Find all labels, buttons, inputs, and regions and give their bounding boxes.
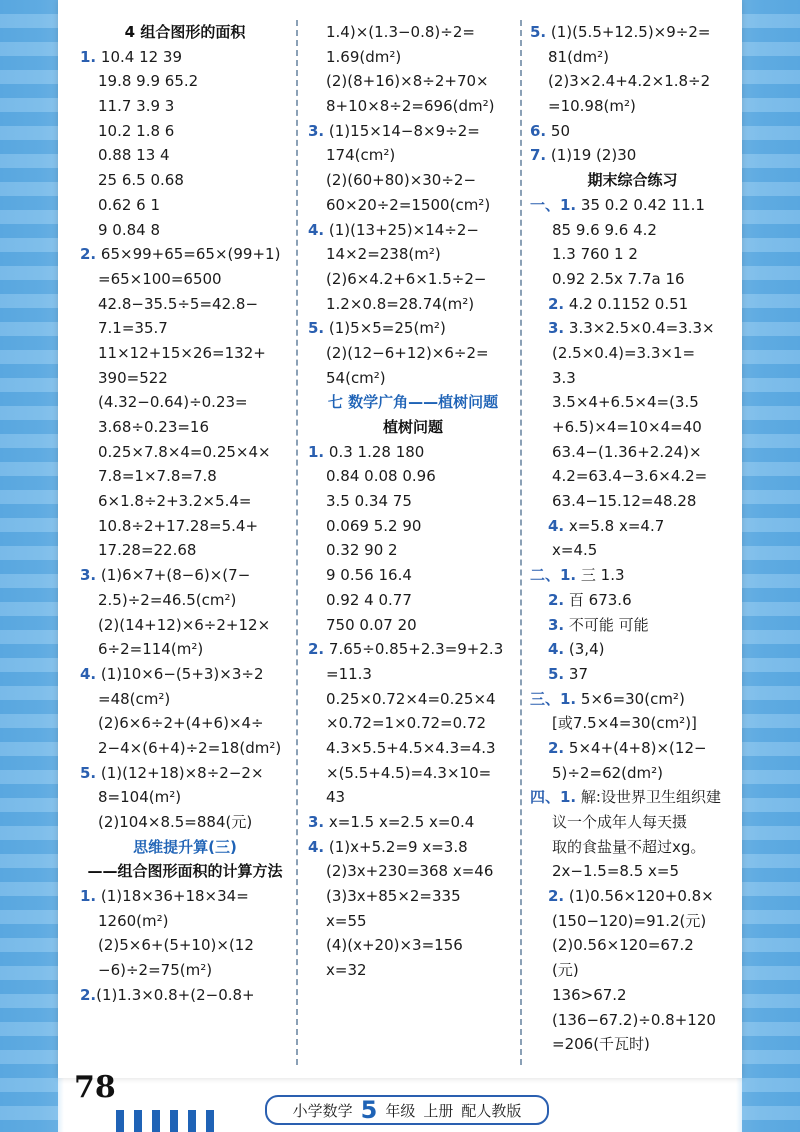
answer-text: 10.8÷2+17.28=5.4+	[98, 516, 259, 535]
answer-text: 议一个成年人每天摄	[552, 813, 688, 831]
answer-text: (4.32−0.64)÷0.23=	[98, 393, 248, 412]
answer-line	[308, 489, 518, 514]
question-number: 7.	[530, 146, 547, 165]
answer-line	[308, 538, 518, 563]
answer-line	[530, 20, 735, 45]
answer-text: (150−120)=91.2(元)	[552, 911, 707, 930]
answer-text: 85 9.6 9.6 4.2	[552, 220, 657, 239]
answer-line	[530, 514, 735, 539]
answer-line	[308, 69, 518, 94]
question-number: 6.	[530, 121, 547, 140]
answer-text: (1)(13+25)×14÷2−	[324, 220, 479, 239]
question-number: 1.	[308, 442, 325, 461]
answer-line	[530, 933, 735, 958]
answer-line	[530, 637, 735, 662]
answer-line	[80, 933, 290, 958]
answer-text: (1)0.56×120+0.8×	[564, 887, 714, 906]
answer-text: (1)10×6−(5+3)×3÷2	[96, 664, 264, 683]
answer-line	[530, 563, 735, 588]
question-number: 一、1.	[530, 195, 577, 214]
answer-text: (1)15×14−8×9÷2=	[324, 121, 480, 140]
answer-text: (1)5×5=25(m²)	[324, 319, 446, 338]
answer-line	[80, 292, 290, 317]
answer-text: 63.4−15.12=48.28	[552, 492, 697, 511]
answer-text: (3,4)	[564, 640, 605, 659]
answer-line	[530, 341, 735, 366]
footer-edition: 配人教版	[461, 1101, 522, 1120]
answer-line	[308, 761, 518, 786]
answer-text: 81(dm²)	[548, 47, 609, 66]
page-number: 78	[74, 1070, 116, 1105]
answer-line	[308, 662, 518, 687]
answer-text: 136>67.2	[552, 985, 627, 1004]
answer-line	[80, 316, 290, 341]
answer-text: ×(5.5+4.5)=4.3×10=	[326, 763, 492, 782]
answer-text: 4.2=63.4−3.6×4.2=	[552, 467, 708, 486]
answer-line	[530, 687, 735, 712]
section-title	[308, 415, 518, 440]
answer-text: 42.8−35.5÷5=42.8−	[98, 294, 259, 313]
answer-line	[308, 119, 518, 144]
answer-line	[308, 292, 518, 317]
answer-line	[80, 218, 290, 243]
answer-text: (2)(14+12)×6÷2+12×	[98, 615, 271, 634]
answer-text: (1)(12+18)×8÷2−2×	[96, 763, 264, 782]
answer-line	[308, 859, 518, 884]
answer-text: (2)3×2.4+4.2×1.8÷2	[548, 72, 711, 91]
answer-text: 8+10×8÷2=696(dm²)	[326, 97, 495, 116]
question-number: 2.	[548, 590, 565, 609]
answer-text: 9 0.84 8	[98, 220, 161, 239]
answer-text: =10.98(m²)	[548, 97, 636, 116]
section-title	[308, 390, 518, 415]
answer-text: 63.4−(1.36+2.24)×	[552, 442, 702, 461]
answer-text: x=32	[326, 961, 367, 980]
answer-text: (1)1.3×0.8+(2−0.8+	[96, 985, 255, 1004]
answer-line	[308, 242, 518, 267]
answer-column-2	[308, 20, 518, 983]
answer-text: =65×100=6500	[98, 269, 222, 288]
answer-line	[80, 810, 290, 835]
answer-text: 0.3 1.28 180	[324, 442, 425, 461]
footer-subject: 小学数学	[292, 1101, 353, 1120]
answer-text: 9 0.56 16.4	[326, 566, 412, 585]
answer-line	[530, 538, 735, 563]
answer-text: (1)(5.5+12.5)×9÷2=	[546, 23, 711, 41]
answer-text: 10.2 1.8 6	[98, 121, 175, 140]
answer-text: 11×12+15×26=132+	[98, 343, 266, 362]
answer-text: 0.25×0.72×4=0.25×4	[326, 689, 496, 708]
answer-text: 7.8=1×7.8=7.8	[98, 467, 217, 486]
answer-text: 2x−1.5=8.5 x=5	[552, 862, 680, 881]
answer-line	[80, 267, 290, 292]
answer-text: (2)6×4.2+6×1.5÷2−	[326, 269, 487, 288]
answer-line	[530, 94, 735, 119]
answer-text: 7.65÷0.85+2.3=9+2.3	[324, 640, 504, 659]
section-title	[530, 168, 735, 193]
answer-text: x=55	[326, 911, 367, 930]
question-number: 5.	[548, 664, 565, 683]
answer-text: 3.68÷0.23=16	[98, 418, 210, 436]
answer-line	[308, 94, 518, 119]
answer-text: 0.62 6 1	[98, 195, 161, 214]
answer-line	[80, 242, 290, 267]
question-number: 4.	[308, 220, 325, 239]
answer-line	[530, 218, 735, 243]
answer-text: 43	[326, 788, 346, 807]
book-footer	[265, 1095, 549, 1125]
answer-column-1	[80, 20, 290, 1008]
question-number: 4.	[308, 837, 325, 856]
answer-line	[530, 736, 735, 761]
question-number: 5.	[530, 23, 547, 41]
question-number: 二、1.	[530, 566, 577, 585]
answer-line	[308, 958, 518, 983]
answer-line	[530, 366, 735, 391]
answer-text: ×0.72=1×0.72=0.72	[326, 714, 487, 733]
answer-text: 35 0.2 0.42 11.1	[576, 195, 705, 214]
answer-line	[80, 45, 290, 70]
answer-text: 3.5 0.34 75	[326, 492, 412, 511]
answer-text: 1.2×0.8=28.74(m²)	[326, 294, 475, 313]
answer-line	[80, 538, 290, 563]
answer-line	[530, 193, 735, 218]
answer-line	[308, 316, 518, 341]
answer-line	[308, 45, 518, 70]
answer-line	[530, 267, 735, 292]
answer-line	[308, 884, 518, 909]
answer-text: (4)(x+20)×3=156	[326, 936, 463, 955]
answer-line	[80, 983, 290, 1008]
answer-text: 65×99+65=65×(99+1)	[96, 245, 281, 264]
question-number: 2.	[548, 294, 565, 313]
answer-text: (1)x+5.2=9 x=3.8	[324, 837, 468, 856]
answer-line	[530, 440, 735, 465]
answer-line	[80, 761, 290, 786]
answer-text: 取的食盐量不超过xg。	[552, 837, 706, 856]
answer-line	[530, 588, 735, 613]
answer-line	[530, 613, 735, 638]
answer-text: =206(千瓦时)	[552, 1035, 650, 1054]
answer-line	[80, 514, 290, 539]
answer-text: (2)(60+80)×30÷2−	[326, 171, 477, 190]
question-number: 1.	[80, 47, 97, 66]
answer-text: +6.5)×4=10×4=40	[552, 418, 702, 436]
answer-text: 11.7 3.9 3	[98, 97, 175, 116]
question-number: 4.	[548, 516, 565, 535]
answer-text: (3)3x+85×2=335	[326, 887, 461, 906]
answer-line	[308, 785, 518, 810]
answer-line	[530, 292, 735, 317]
answer-text: 0.84 0.08 0.96	[326, 467, 436, 486]
left-border-decoration	[0, 0, 58, 1132]
answer-line	[530, 983, 735, 1008]
answer-text: 14×2=238(m²)	[326, 245, 441, 264]
question-number: 4.	[548, 640, 565, 659]
answer-text: 6×1.8÷2+3.2×5.4=	[98, 492, 252, 511]
answer-line	[80, 69, 290, 94]
answer-text: 七 数学广角——植树问题	[327, 393, 499, 412]
answer-text: 思维提升算(三)	[133, 837, 237, 856]
answer-text: 5)÷2=62(dm²)	[552, 763, 664, 782]
answer-line	[308, 563, 518, 588]
answer-text: ——组合图形面积的计算方法	[87, 862, 283, 881]
answer-line	[530, 143, 735, 168]
answer-line	[80, 588, 290, 613]
answer-text: 不可能 可能	[564, 615, 649, 634]
answer-text: (元)	[552, 961, 579, 980]
footer-grade: 年级	[385, 1101, 416, 1120]
answer-line	[308, 736, 518, 761]
answer-line	[80, 464, 290, 489]
answer-text: 0.92 2.5x 7.7a 16	[552, 269, 685, 288]
answer-line	[80, 168, 290, 193]
answer-line	[530, 810, 735, 835]
answer-text: 50	[546, 121, 570, 140]
answer-text: 5×6=30(cm²)	[576, 689, 685, 708]
answer-text: x=4.5	[552, 541, 598, 560]
answer-text: 54(cm²)	[326, 368, 386, 387]
answer-line	[530, 662, 735, 687]
answer-text: (2.5×0.4)=3.3×1=	[552, 343, 696, 362]
answer-line	[308, 810, 518, 835]
answer-line	[530, 464, 735, 489]
question-number: 2.	[548, 887, 565, 906]
answer-text: =48(cm²)	[98, 689, 171, 708]
answer-text: 1.69(dm²)	[326, 47, 402, 66]
answer-text: 37	[564, 664, 588, 683]
answer-text: 0.88 13 4	[98, 146, 170, 165]
answer-line	[308, 341, 518, 366]
answer-line	[530, 958, 735, 983]
answer-line	[530, 1032, 735, 1057]
answer-line	[308, 464, 518, 489]
answer-line	[308, 193, 518, 218]
answer-text: 17.28=22.68	[98, 541, 197, 560]
question-number: 3.	[308, 121, 325, 140]
question-number: 2.	[548, 738, 565, 757]
answer-text: (2)5×6+(5+10)×(12	[98, 936, 254, 955]
answer-line	[530, 785, 735, 810]
answer-line	[80, 119, 290, 144]
answer-line	[308, 168, 518, 193]
answer-text: 2.5)÷2=46.5(cm²)	[98, 590, 237, 609]
answer-text: (136−67.2)÷0.8+120	[552, 1010, 716, 1029]
answer-line	[80, 613, 290, 638]
answer-line	[308, 588, 518, 613]
answer-text: 60×20÷2=1500(cm²)	[326, 195, 491, 214]
answer-line	[80, 736, 290, 761]
answer-line	[80, 143, 290, 168]
question-number: 四、1.	[530, 788, 577, 807]
question-number: 3.	[548, 615, 565, 634]
footer-grade-number: 5	[360, 1096, 378, 1124]
answer-text: (2)0.56×120=67.2	[552, 936, 694, 955]
column-divider	[520, 20, 522, 1065]
answer-line	[80, 687, 290, 712]
right-border-decoration	[742, 0, 800, 1132]
section-title	[80, 20, 290, 45]
answer-text: (2)104×8.5=884(元)	[98, 813, 253, 831]
answer-text: 解:设世界卫生组织建	[576, 788, 721, 807]
answer-text: 0.92 4 0.77	[326, 590, 412, 609]
answer-line	[80, 637, 290, 662]
answer-text: 25 6.5 0.68	[98, 171, 184, 190]
answer-text: (1)6×7+(8−6)×(7−	[96, 566, 251, 585]
answer-line	[530, 69, 735, 94]
answer-text: 2−4×(6+4)÷2=18(dm²)	[98, 738, 282, 757]
answer-line	[80, 440, 290, 465]
answer-text: 4.2 0.1152 0.51	[564, 294, 689, 313]
answer-line	[308, 218, 518, 243]
answer-line	[80, 785, 290, 810]
answer-line	[530, 835, 735, 860]
answer-line	[308, 933, 518, 958]
answer-line	[308, 613, 518, 638]
answer-text: (2)(12−6+12)×6÷2=	[326, 343, 489, 362]
answer-line	[308, 637, 518, 662]
answer-line	[530, 316, 735, 341]
answer-text: 390=522	[98, 368, 168, 387]
answer-text: 3.5×4+6.5×4=(3.5	[552, 393, 699, 412]
section-title	[80, 859, 290, 884]
answer-line	[80, 193, 290, 218]
answer-text: 0.32 90 2	[326, 541, 398, 560]
answer-line	[308, 687, 518, 712]
section-title	[80, 835, 290, 860]
answer-line	[80, 94, 290, 119]
answer-line	[80, 366, 290, 391]
answer-text: x=5.8 x=4.7	[564, 516, 665, 535]
answer-line	[530, 242, 735, 267]
answer-line	[530, 390, 735, 415]
answer-text: (2)6×6÷2+(4+6)×4÷	[98, 714, 264, 733]
answer-line	[530, 909, 735, 934]
question-number: 三、1.	[530, 689, 577, 708]
answer-line	[80, 958, 290, 983]
answer-line	[80, 662, 290, 687]
answer-line	[530, 884, 735, 909]
answer-line	[308, 366, 518, 391]
answer-line	[308, 20, 518, 45]
question-number: 3.	[548, 319, 565, 338]
answer-text: 三 1.3	[576, 566, 625, 585]
answer-line	[80, 390, 290, 415]
answer-line	[308, 711, 518, 736]
answer-text: 3.3×2.5×0.4=3.3×	[564, 319, 715, 338]
answer-line	[530, 859, 735, 884]
question-number: 5.	[80, 763, 97, 782]
question-number: 3.	[80, 566, 97, 585]
answer-line	[530, 761, 735, 786]
question-number: 2.	[308, 640, 325, 659]
answer-column-3	[530, 20, 735, 1057]
answer-line	[80, 489, 290, 514]
answer-text: 1.3 760 1 2	[552, 245, 638, 264]
answer-text: 5×4+(4+8)×(12−	[564, 738, 707, 757]
answer-text: 4 组合图形的面积	[124, 23, 246, 41]
answer-text: 6÷2=114(m²)	[98, 640, 204, 659]
answer-text: (1)19 (2)30	[546, 146, 637, 165]
answer-line	[80, 909, 290, 934]
question-number: 5.	[308, 319, 325, 338]
question-number: 3.	[308, 813, 325, 831]
question-number: 2.	[80, 985, 97, 1004]
bottom-stripe-decoration	[116, 1110, 216, 1132]
question-number: 2.	[80, 245, 97, 264]
answer-text: [或7.5×4=30(cm²)]	[552, 714, 697, 733]
answer-text: 19.8 9.9 65.2	[98, 72, 199, 91]
answer-line	[308, 909, 518, 934]
answer-text: (1)18×36+18×34=	[96, 887, 249, 906]
answer-line	[530, 119, 735, 144]
answer-text: x=1.5 x=2.5 x=0.4	[324, 813, 475, 831]
question-number: 1.	[80, 887, 97, 906]
answer-text: 植树问题	[382, 418, 443, 436]
answer-line	[80, 884, 290, 909]
column-divider	[296, 20, 298, 1065]
answer-line	[308, 143, 518, 168]
answer-line	[308, 835, 518, 860]
answer-line	[80, 563, 290, 588]
answer-line	[308, 267, 518, 292]
answer-line	[530, 1008, 735, 1033]
answer-text: 0.069 5.2 90	[326, 516, 422, 535]
answer-text: −6)÷2=75(m²)	[98, 961, 213, 980]
answer-line	[530, 489, 735, 514]
answer-text: 10.4 12 39	[96, 47, 183, 66]
answer-text: 期末综合练习	[587, 171, 678, 190]
answer-text: 750 0.07 20	[326, 615, 417, 634]
answer-text: 3.3	[552, 368, 576, 387]
answer-text: 4.3×5.5+4.5×4.3=4.3	[326, 738, 496, 757]
answer-text: 0.25×7.8×4=0.25×4×	[98, 442, 271, 461]
answer-line	[80, 415, 290, 440]
answer-line	[80, 341, 290, 366]
answer-text: 1.4)×(1.3−0.8)÷2=	[326, 23, 475, 41]
answer-line	[308, 514, 518, 539]
answer-line	[530, 415, 735, 440]
answer-text: 百 673.6	[564, 590, 632, 609]
answer-text: (2)(8+16)×8÷2+70×	[326, 72, 489, 91]
question-number: 4.	[80, 664, 97, 683]
answer-text: (2)3x+230=368 x=46	[326, 862, 494, 881]
answer-line	[80, 711, 290, 736]
answer-line	[530, 711, 735, 736]
answer-text: 1260(m²)	[98, 911, 169, 930]
answer-text: 7.1=35.7	[98, 319, 168, 338]
answer-text: =11.3	[326, 664, 372, 683]
answer-line	[308, 440, 518, 465]
answer-text: 8=104(m²)	[98, 788, 182, 807]
footer-term: 上册	[423, 1101, 454, 1120]
answer-text: 174(cm²)	[326, 146, 396, 165]
answer-line	[530, 45, 735, 70]
